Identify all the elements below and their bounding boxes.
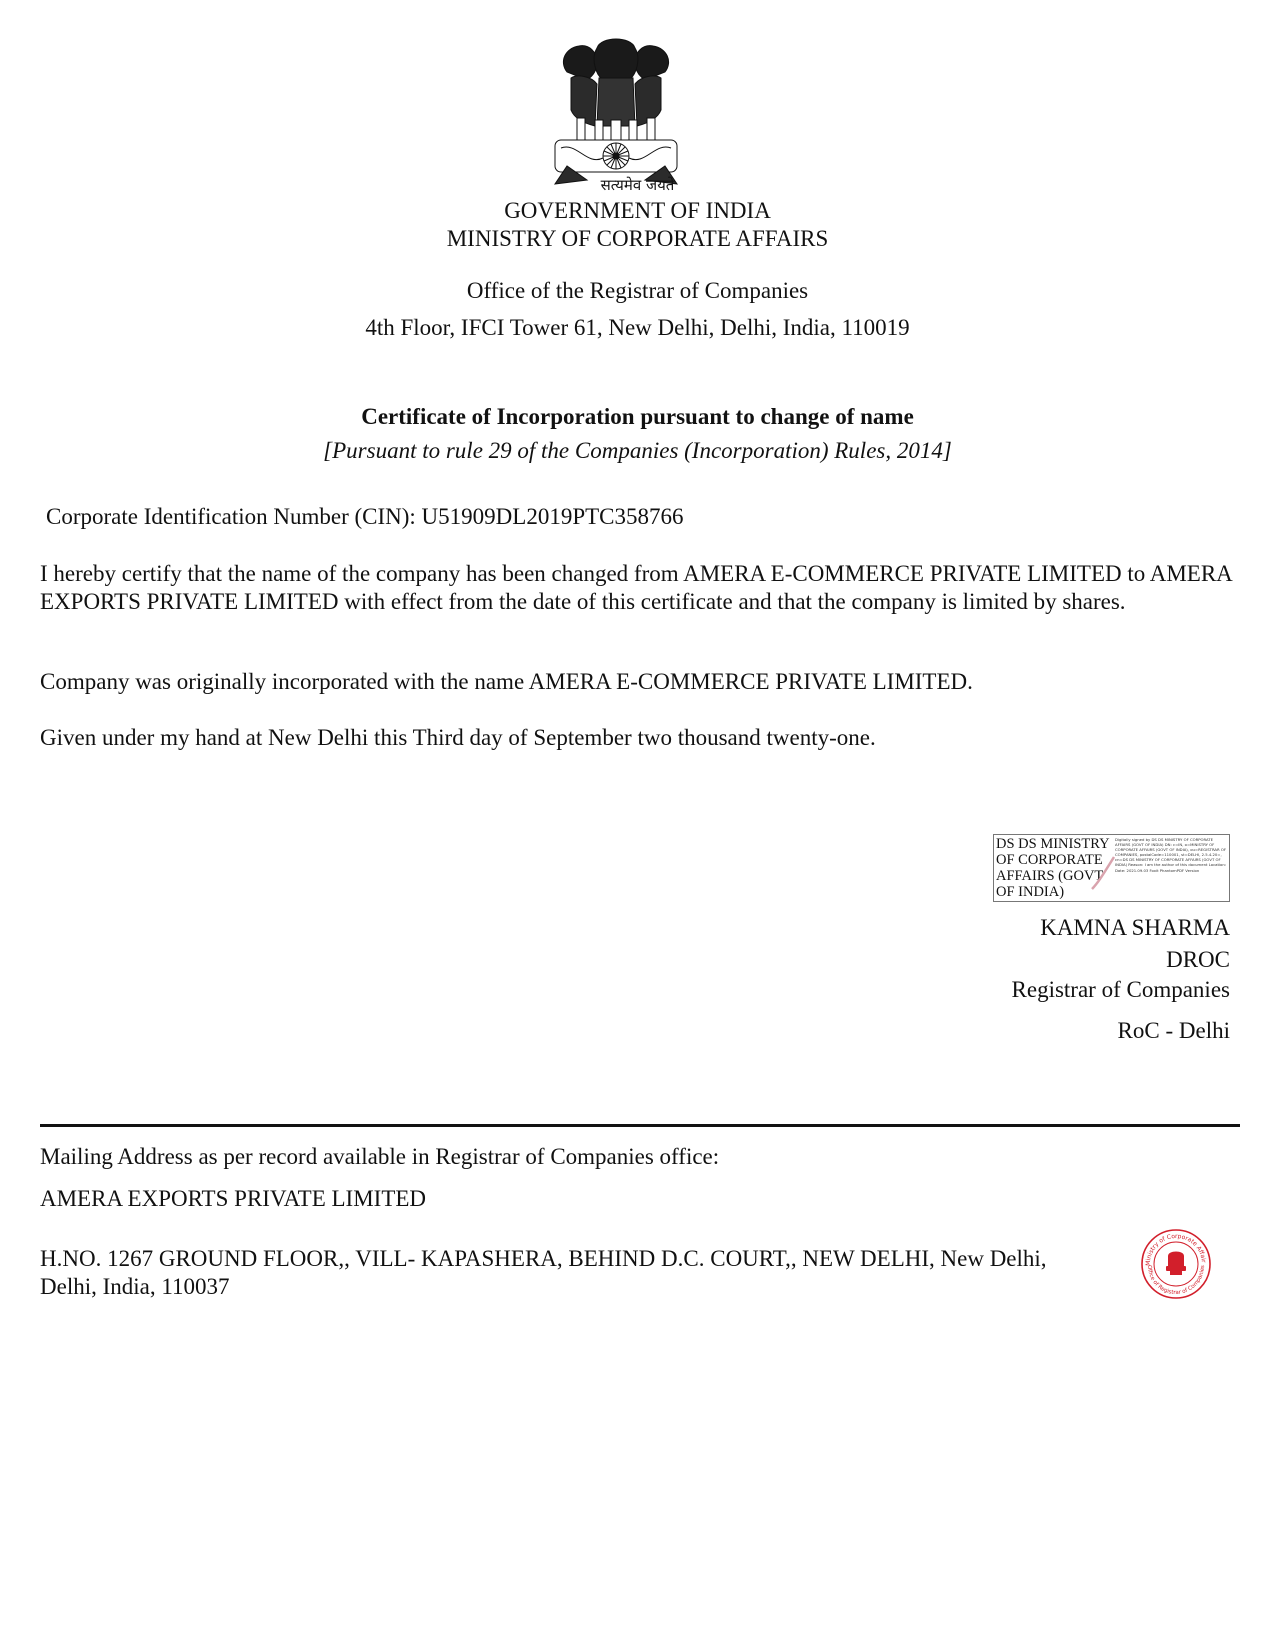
digital-signature-box[interactable]: [993, 834, 1230, 902]
digital-signature-signer: DS DS MINISTRY OF CORPORATE AFFAIRS (GOVT OF INDIA): [996, 836, 1110, 900]
signature-tick-icon: [1088, 853, 1118, 893]
given-under-hand-paragraph: Given under my hand at New Delhi this Third day of September two thousand twenty-one.: [40, 725, 876, 750]
emblem-motto: सत्यमेव जयते: [600, 176, 675, 194]
signatory-office: RoC - Delhi: [1117, 1018, 1230, 1043]
cin-value: U51909DL2019PTC358766: [421, 504, 684, 529]
digital-signature-details: Digitally signed by DS DS MINISTRY OF CORPORATE AFFAIRS (GOVT OF INDIA) DN: c=IN, o=MINISTRY OF CORPORATE AFFAIRS (GOVT OF INDIA), ou=REGISTRAR OF COMPANIES, postalCode=110001, st=DELHI, 2.5.4.20=, cn=DS DS MINISTRY OF CORPORATE AFFAIRS (GOVT OF INDIA) Reason: I am the author of this document Location: Date: 2021.09.03 Foxit PhantomPDF Version: [1115, 837, 1227, 873]
signatory-designation: DROC: [1166, 947, 1230, 972]
registrar-office-address: 4th Floor, IFCI Tower 61, New Delhi, Delhi, India, 110019: [365, 315, 910, 340]
cin-label: Corporate Identification Number (CIN):: [46, 504, 416, 529]
certificate-rule: [Pursuant to rule 29 of the Companies (Incorporation) Rules, 2014]: [323, 438, 952, 463]
signatory-role: Registrar of Companies: [1011, 977, 1230, 1002]
original-name-paragraph: Company was originally incorporated with the name AMERA E-COMMERCE PRIVATE LIMITED.: [40, 669, 973, 694]
signatory-name: KAMNA SHARMA: [1040, 915, 1230, 940]
registrar-office: Office of the Registrar of Companies: [466, 278, 809, 303]
mailing-address-heading: Mailing Address as per record available in Registrar of Companies office:: [40, 1144, 720, 1169]
certification-paragraph: I hereby certify that the name of the company has been changed from AMERA E-COMMERCE PRIVATE LIMITED to AMERA EXPORTS PRIVATE LIMITED with effect from the date of this certificate and that the company is limited by shares.: [40, 561, 1232, 614]
certificate-title: Certificate of Incorporation pursuant to change of name: [361, 404, 914, 429]
cin-row: [46, 503, 684, 531]
seal-text-top: Ministry of Corporate Affairs: [1144, 1232, 1207, 1266]
seal-text-bottom: Office of Registrar of Companies: [1145, 1264, 1207, 1297]
mailing-company-name: AMERA EXPORTS PRIVATE LIMITED: [40, 1186, 427, 1211]
mailing-address: H.NO. 1267 GROUND FLOOR,, VILL- KAPASHERA, BEHIND D.C. COURT,, NEW DELHI, New Delhi, Delhi, India, 110037: [40, 1246, 1047, 1299]
ministry-heading: MINISTRY OF CORPORATE AFFAIRS: [446, 226, 829, 251]
government-heading: GOVERNMENT OF INDIA: [504, 198, 771, 223]
registrar-seal-icon: [1140, 1228, 1212, 1300]
national-emblem-icon: [537, 34, 695, 196]
section-divider: [40, 1124, 1240, 1127]
